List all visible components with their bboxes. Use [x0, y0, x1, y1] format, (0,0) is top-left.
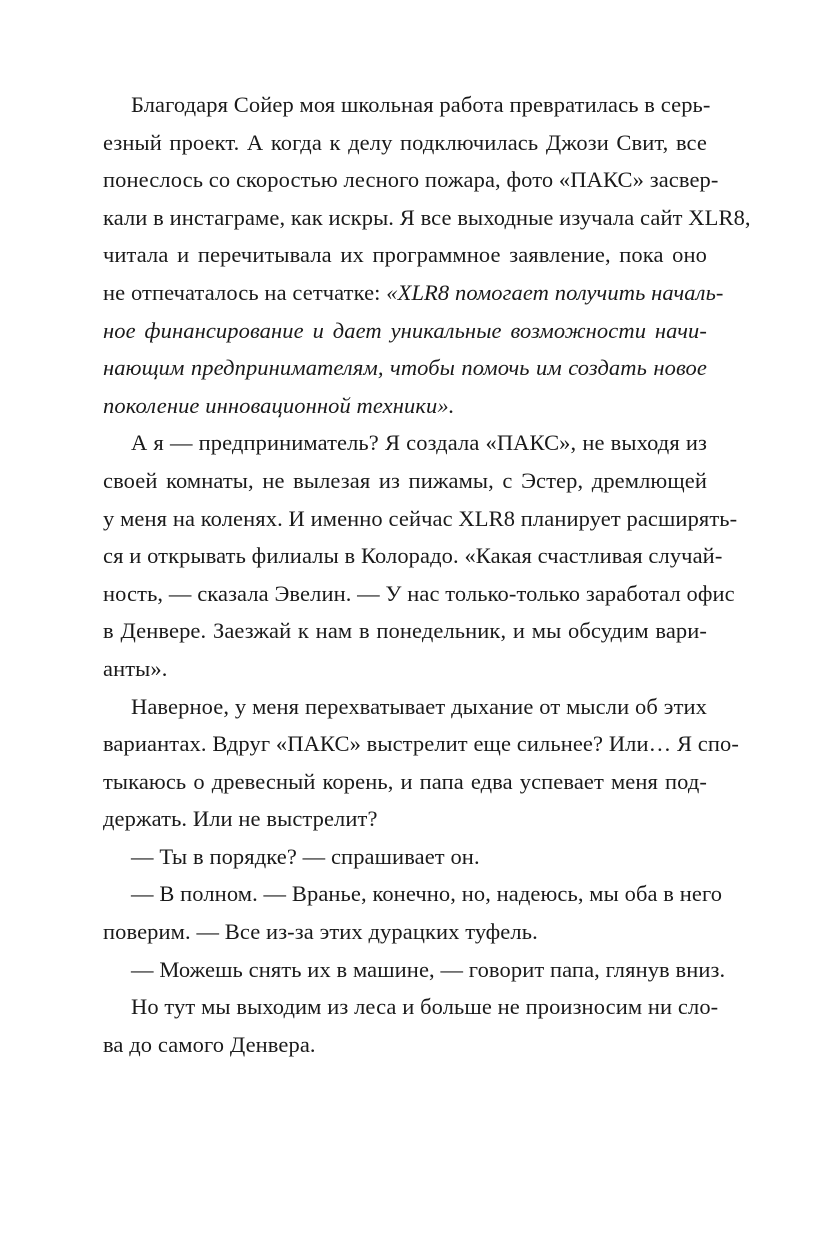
text-line-plain: не отпечаталось на сетчатке: [103, 279, 387, 305]
text-line: вариантах. Вдруг «ПАКС» выстрелит еще сильнее? Или… Я спо- [103, 731, 739, 757]
text-line: А я — предприниматель? Я создала «ПАКС», не выходя из [131, 430, 707, 456]
page-body [103, 86, 751, 1063]
text-line: понеслось со скоростью лесного пожара, фото «ПАКС» засвер- [103, 167, 719, 193]
text-line: Благодаря Сойер моя школьная работа превратилась в серь- [131, 92, 711, 117]
dialogue-3 [103, 951, 726, 989]
paragraph-2 [103, 424, 738, 687]
text-line: читала и перечитывала их программное заявление, пока оно [103, 242, 707, 268]
text-line: анты». [103, 655, 168, 681]
text-line: кали в инстаграме, как искры. Я все выходные изучала сайт XLR8, [103, 204, 751, 230]
text-line: ность, — сказала Эвелин. — У нас только-только заработал офис [103, 580, 735, 606]
paragraph-3 [103, 688, 739, 838]
quote-italic: «XLR8 помогает получить началь- [386, 279, 724, 305]
dialogue-1 [103, 838, 707, 876]
text-line: Но тут мы выходим из леса и больше не произносим ни сло- [131, 994, 719, 1020]
text-line: — Ты в порядке? — спрашивает он. [131, 843, 480, 869]
text-line: Наверное, у меня перехватывает дыхание от мысли об этих [131, 693, 707, 719]
paragraph-1 [103, 86, 751, 424]
dialogue-2 [103, 875, 723, 950]
text-line: езный проект. А когда к делу подключилась Джози Свит, все [103, 129, 707, 155]
text-line: ся и открывать филиалы в Колорадо. «Какая счастливая случай- [103, 543, 723, 569]
text-line: своей комнаты, не вылезая из пижамы, с Эстер, дремлющей [103, 467, 707, 493]
paragraph-final [103, 988, 719, 1063]
text-line: держать. Или не выстрелит? [103, 806, 378, 832]
text-line: поверим. — Все из-за этих дурацких туфель. [103, 919, 538, 945]
text-line: у меня на коленях. И именно сейчас XLR8 планирует расширять- [103, 505, 738, 531]
text-line: — Можешь снять их в машине, — говорит папа, глянув вниз. [131, 956, 726, 982]
text-line: — В полном. — Вранье, конечно, но, надеюсь, мы оба в него [131, 881, 723, 907]
text-line [103, 274, 724, 312]
quote-line: поколение инновационной техники». [103, 392, 455, 418]
quote-line: нающим предпринимателям, чтобы помочь им создать новое [103, 355, 707, 381]
quote-line: ное финансирование и дает уникальные возможности начи- [103, 317, 707, 343]
text-line: ва до самого Денвера. [103, 1031, 316, 1057]
text-line: тыкаюсь о древесный корень, и папа едва успевает меня под- [103, 768, 707, 794]
text-line: в Денвере. Заезжай к нам в понедельник, и мы обсудим вари- [103, 618, 707, 644]
